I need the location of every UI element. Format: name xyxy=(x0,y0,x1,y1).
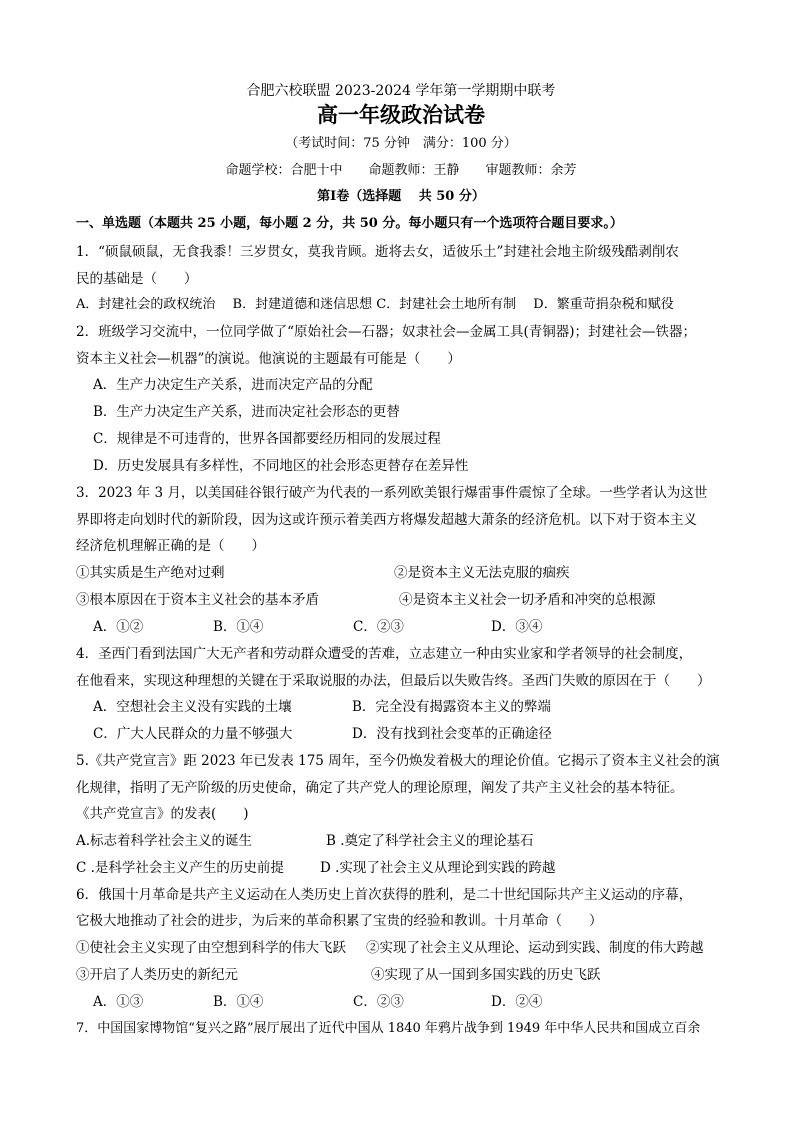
question-5-stem-line-1: 5.《共产党宣言》距 2023 年已发表 175 周年，至今仍焕发着极大的理论价值。它揭示了资本主义社会的演 xyxy=(76,753,720,769)
question-1-stem-line-1: 1．“硕鼠硕鼠，无食我黍！三岁贯女，莫我肯顾。逝将去女，适彼乐土”封建社会地主阶级残酷剥削农 xyxy=(76,244,679,260)
question-3-stem-line-3: 经济危机理解正确的是（ ） xyxy=(76,538,265,554)
question-2-option-a: A．生产力决定生产关系，进而决定产品的分配 xyxy=(93,377,373,393)
question-2-stem-line-2: 资本主义社会—机器”的演说。他演说的主题最有可能是（ ） xyxy=(76,351,461,367)
question-2-option-d: D．历史发展具有多样性，不同地区的社会形态更替存在差异性 xyxy=(93,458,469,474)
question-3-option-d: D．③④ xyxy=(491,619,543,635)
question-5-options-row-1 xyxy=(76,832,726,850)
question-6-statement-2: ②实现了社会主义从理论、运动到实践、制度的伟大跨越 xyxy=(366,940,704,956)
question-4-options-row-2 xyxy=(76,725,726,743)
question-7-stem-line-1: 7．中国国家博物馆“复兴之路”展厅展出了近代中国从 1840 年鸦片战争到 1949 年中华人民共和国成立百余 xyxy=(76,1021,701,1036)
question-6-stem-line-1: 6．俄国十月革命是共产主义运动在人类历史上首次获得的胜利，是二十世纪国际共产主义运动的序幕， xyxy=(76,887,693,903)
question-6-stem-line-2: 它极大地推动了社会的进步，为后来的革命积累了宝贵的经验和教训。十月革命（ ） xyxy=(76,913,603,929)
question-6-statement-4: ④实现了从一国到多国实践的历史飞跃 xyxy=(371,967,601,983)
question-3-statement-4: ④是资本主义社会一切矛盾和冲突的总根源 xyxy=(399,592,656,608)
question-4-stem-line-1: 4．圣西门看到法国广大无产者和劳动群众遭受的苦难，立志建立一种由实业家和学者领导的社会制度， xyxy=(76,646,693,662)
exam-info: （考试时间：75 分钟 满分：100 分） xyxy=(285,136,517,151)
question-4-option-d: D．没有找到社会变革的正确途径 xyxy=(352,726,552,742)
question-3-option-a: A．①② xyxy=(93,619,144,635)
question-3-stem-line-2: 界即将走向划时代的新阶段，因为这或许预示着美西方将爆发超越大萧条的经济危机。以下对于资本主义 xyxy=(76,512,697,528)
question-1-options: A．封建社会的政权统治 B．封建道德和迷信思想 C．封建社会土地所有制 D．繁重苛捐杂税和赋役 xyxy=(76,297,674,312)
question-6-option-d: D．②④ xyxy=(491,994,543,1010)
question-2-stem-line-1: 2．班级学习交流中，一位同学做了“原始社会—石器；奴隶社会—金属工具(青铜器)；封建社会—铁器； xyxy=(76,324,697,340)
question-6-statement-1: ①使社会主义实现了由空想到科学的伟大飞跃 xyxy=(76,940,346,956)
part-title: 第Ⅰ卷（选择题 共 50 分） xyxy=(317,189,485,204)
question-3-option-b: B．①④ xyxy=(213,619,264,635)
question-6-statement-3: ③开启了人类历史的新纪元 xyxy=(76,967,238,983)
question-6-options xyxy=(76,993,726,1011)
question-5-option-a: A.标志着科学社会主义的诞生 xyxy=(76,833,253,849)
question-3-options xyxy=(76,618,726,636)
question-2-option-b: B．生产力决定生产关系，进而决定社会形态的更替 xyxy=(93,404,400,420)
question-5-option-d: D .实现了社会主义从理论到实践的跨越 xyxy=(320,860,556,876)
question-3-stem-line-1: 3．2023 年 3 月，以美国硅谷银行破产为代表的一系列欧美银行爆雷事件震惊了全球。一些学者认为这世 xyxy=(76,485,708,501)
question-3-statements-row-2 xyxy=(76,591,726,609)
question-2-option-c: C．规律是不可违背的，世界各国都要经历相同的发展过程 xyxy=(93,431,441,447)
question-5-option-c: C .是科学社会主义产生的历史前提 xyxy=(76,860,284,876)
question-6-statements-row-1 xyxy=(76,939,726,957)
question-4-stem-line-2: 在他看来，实现这种理想的关键在于采取说服的办法，但最后以失败告终。圣西门失败的原因在于（ ） xyxy=(76,673,711,689)
question-6-option-a: A．①③ xyxy=(93,994,144,1010)
question-6-option-c: C．②③ xyxy=(353,994,404,1010)
section-heading: 一、单选题（本题共 25 小题，每小题 2 分，共 50 分。每小题只有一个选项符合题目要求。） xyxy=(76,216,623,231)
question-6-statements-row-2 xyxy=(76,966,726,984)
question-5-stem-line-2: 化规律，指明了无产阶级的历史使命，确定了共产党人的理论原理，阐发了共产主义社会的基本特征。 xyxy=(76,780,684,796)
question-3-statement-1: ①其实质是生产绝对过剩 xyxy=(76,565,225,581)
exam-title: 高一年级政治试卷 xyxy=(317,102,485,127)
exam-authors: 命题学校：合肥十中 命题教师：王静 审题教师：余芳 xyxy=(225,163,577,178)
question-3-statement-3: ③根本原因在于资本主义社会的基本矛盾 xyxy=(76,592,319,608)
question-4-options-row-1 xyxy=(76,698,726,716)
question-5-option-b: B .奠定了科学社会主义的理论基石 xyxy=(326,833,534,849)
question-1-stem-line-2: 民的基础是（ ） xyxy=(76,271,198,287)
question-4-option-a: A．空想社会主义没有实践的土壤 xyxy=(93,699,292,715)
question-5-stem-line-3: 《共产党宣言》的发表( ) xyxy=(76,806,249,822)
exam-header-line: 合肥六校联盟 2023-2024 学年第一学期期中联考 xyxy=(246,83,556,99)
question-4-option-b: B．完全没有揭露资本主义的弊端 xyxy=(352,699,551,715)
question-3-statements-row-1 xyxy=(76,564,726,582)
question-6-option-b: B．①④ xyxy=(213,994,264,1010)
question-3-statement-2: ②是资本主义无法克服的痼疾 xyxy=(394,565,570,581)
question-3-option-c: C．②③ xyxy=(353,619,404,635)
question-4-option-c: C．广大人民群众的力量不够强大 xyxy=(93,726,293,742)
question-5-options-row-2 xyxy=(76,859,726,877)
